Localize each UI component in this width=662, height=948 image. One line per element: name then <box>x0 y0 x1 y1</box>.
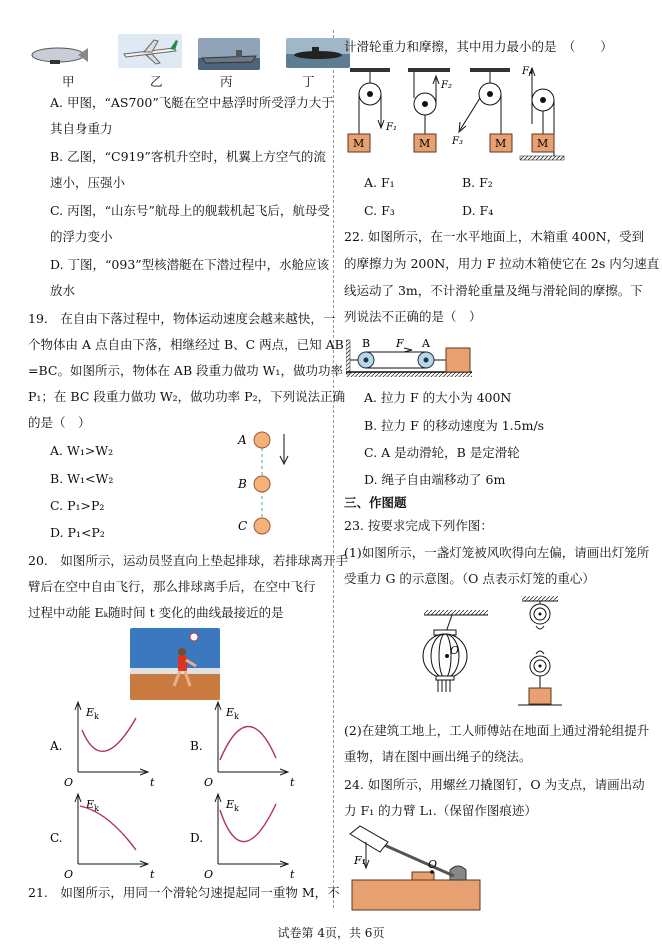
q22-option-d: D. 绳子自由端移动了 6m <box>364 472 506 487</box>
q23b-text-2: 重物，请在图中画出绳子的绕法。 <box>344 749 532 764</box>
lantern-figure <box>414 596 504 696</box>
q21-text-2: 计滑轮重力和摩擦，其中用力最小的是 （ ） <box>344 39 613 54</box>
ek-graph-option-2 <box>50 794 155 880</box>
pulley-block-figure <box>510 592 570 712</box>
ek-graph-label: A. <box>50 739 63 753</box>
ek-graph-option-0 <box>49 702 155 789</box>
q23-text-1: 23. 按要求完成下列作图： <box>344 518 493 533</box>
ek-curve <box>82 718 136 751</box>
q22-text-2: 的摩擦力为 200N，用力 F 拉动木箱使它在 2s 内匀速直 <box>344 256 660 271</box>
q18-option-d-line1: D. 丁图，“093”型核潜艇在下潜过程中，水舱应该 <box>50 257 330 272</box>
pulley-diagram-1 <box>348 68 397 152</box>
carrier-image <box>198 38 260 70</box>
q19-text-4: P₁；在 BC 段重力做功 W₂，做功功率 P₂，下列说法正确 <box>28 389 346 404</box>
q19-text-3: =BC。如图所示，物体在 AB 段重力做功 W₁，做功功率 <box>28 363 343 378</box>
q18-option-c-line1: C. 丙图，“山东号”航母上的舰载机起飞后，航母受 <box>50 203 330 218</box>
mass-label-3: M <box>495 137 507 150</box>
q19-option-c: C. P₁>P₂ <box>50 498 105 513</box>
force-f1-label-q24: F₁ <box>354 854 367 867</box>
q18-option-b-line1: B. 乙图，“C919”客机升空时，机翼上方空气的流 <box>50 149 326 164</box>
q21-option-d: D. F₄ <box>462 203 494 218</box>
ek-axis-label: $E_k$ <box>226 798 239 813</box>
q19-text-1: 19. 在自由下落过程中，物体运动速度会越来越快，一 <box>28 311 336 326</box>
q23b-text-1: (2)在建筑工地上，工人师傅站在地面上通过滑轮组提升 <box>344 723 650 738</box>
pulley-diagram-4 <box>520 66 564 160</box>
q20-text-1: 20. 如图所示，运动员竖直向上垫起排球，若排球离开手 <box>28 553 348 568</box>
q22-text-1: 22. 如图所示，在一水平地面上，木箱重 400N，受到 <box>344 229 645 244</box>
point-c-label: C <box>238 519 248 533</box>
q22-text-4: 列说法不正确的是（ ） <box>344 309 482 324</box>
q18-option-b-line2: 速小，压强小 <box>50 175 126 190</box>
t-axis-label: t <box>290 868 295 880</box>
image-label-ding: 丁 <box>302 74 315 89</box>
ek-axis-label: $E_k$ <box>226 706 239 721</box>
ek-curve <box>220 726 276 760</box>
q22-option-a: A. 拉力 F 的大小为 400N <box>364 390 512 405</box>
c919-plane-image <box>118 34 182 68</box>
q22-option-b: B. 拉力 F 的移动速度为 1.5m/s <box>364 418 545 433</box>
q19-option-b: B. W₁<W₂ <box>50 471 114 486</box>
image-label-jia: 甲 <box>62 74 75 89</box>
ek-axis-label: $E_k$ <box>86 798 99 813</box>
column-divider <box>333 30 334 908</box>
submarine-image <box>286 38 350 68</box>
q19-text-2: 个物体由 A 点自由下落，相继经过 B、C 两点，已知 AB <box>28 337 344 352</box>
force-f1-label: F₁ <box>386 122 397 133</box>
origin-label: O <box>204 868 214 880</box>
q18-option-a-line2: 其自身重力 <box>50 121 113 136</box>
q19-option-a: A. W₁>W₂ <box>50 443 114 458</box>
mass-label-2: M <box>419 137 431 150</box>
falling-object-figure <box>234 428 304 538</box>
q18-option-d-line2: 放水 <box>50 283 76 298</box>
q23-text-2: (1)如图所示，一盏灯笼被风吹得向左偏，请画出灯笼所 <box>344 545 650 560</box>
q20-text-2: 臂后在空中自由飞行，那么排球离手后，在空中飞行 <box>28 579 316 594</box>
t-axis-label: t <box>290 776 295 789</box>
ek-curve <box>80 806 136 850</box>
q18-option-a-line1: A. 甲图，“AS700”飞艇在空中悬浮时所受浮力大于 <box>50 95 334 110</box>
q21-option-c: C. F₃ <box>364 203 395 218</box>
airship-image <box>28 40 90 70</box>
q21-option-b: B. F₂ <box>462 175 493 190</box>
q19-option-d: D. P₁<P₂ <box>50 525 105 540</box>
image-label-yi: 乙 <box>150 74 163 89</box>
origin-label: O <box>64 868 74 880</box>
ek-graph-label: B. <box>190 739 203 753</box>
ek-graph-option-1 <box>190 702 295 789</box>
force-f3-label: F₃ <box>452 136 463 147</box>
screwdriver-figure <box>346 822 486 914</box>
point-a-label: A <box>238 433 247 447</box>
q22-text-3: 线运动了 3m，不计滑轮重量及绳与滑轮间的摩擦。下 <box>344 283 643 298</box>
pulley-options-figure <box>344 64 636 168</box>
origin-label: O <box>64 776 74 789</box>
page-footer: 试卷第 4页，共 6页 <box>277 926 385 940</box>
q18-option-c-line2: 的浮力变小 <box>50 229 113 244</box>
q21-text-1: 21. 如图所示，用同一个滑轮匀速提起同一重物 M，不 <box>28 885 340 900</box>
ek-axis-label: $E_k$ <box>86 706 99 721</box>
q20-text-3: 过程中动能 Eₖ随时间 t 变化的曲线最接近的是 <box>28 605 284 620</box>
pulley-diagram-2 <box>408 68 452 152</box>
image-label-bing: 丙 <box>220 74 233 89</box>
ek-graph-label: D. <box>190 831 204 845</box>
force-f4-label: F₄ <box>522 66 533 77</box>
point-b-label: B <box>238 477 247 491</box>
force-f2-label: F₂ <box>441 80 452 91</box>
q23-text-3: 受重力 G 的示意图。（O 点表示灯笼的重心） <box>344 571 595 586</box>
section-title: 三、作图题 <box>344 495 407 510</box>
ek-graphs <box>38 700 328 880</box>
pulley-diagram-3 <box>451 68 512 152</box>
force-f-label: F <box>396 337 404 350</box>
ek-graph-label: C. <box>50 831 63 845</box>
volleyball-player-photo <box>130 628 220 700</box>
q24-text-1: 24. 如图所示，用螺丝刀撬图钉，O 为支点，请画出动 <box>344 777 645 792</box>
q19-text-5: 的是（ ） <box>28 415 91 430</box>
lantern-center-label: O <box>450 644 460 657</box>
mass-label-4: M <box>537 137 549 150</box>
crate-pulley-figure <box>346 334 478 382</box>
fulcrum-o-label: O <box>428 858 438 871</box>
t-axis-label: t <box>150 776 155 789</box>
t-axis-label: t <box>150 868 155 880</box>
q24-text-2: 力 F₁ 的力臂 L₁.（保留作图痕迹） <box>344 803 537 818</box>
pulley-a-label: A <box>422 337 430 350</box>
mass-label-1: M <box>353 137 365 150</box>
q22-option-c: C. A 是动滑轮，B 是定滑轮 <box>364 445 520 460</box>
origin-label: O <box>204 776 214 789</box>
pulley-b-label: B <box>362 337 371 350</box>
ek-graph-option-3 <box>190 794 295 880</box>
q21-option-a: A. F₁ <box>364 175 395 190</box>
